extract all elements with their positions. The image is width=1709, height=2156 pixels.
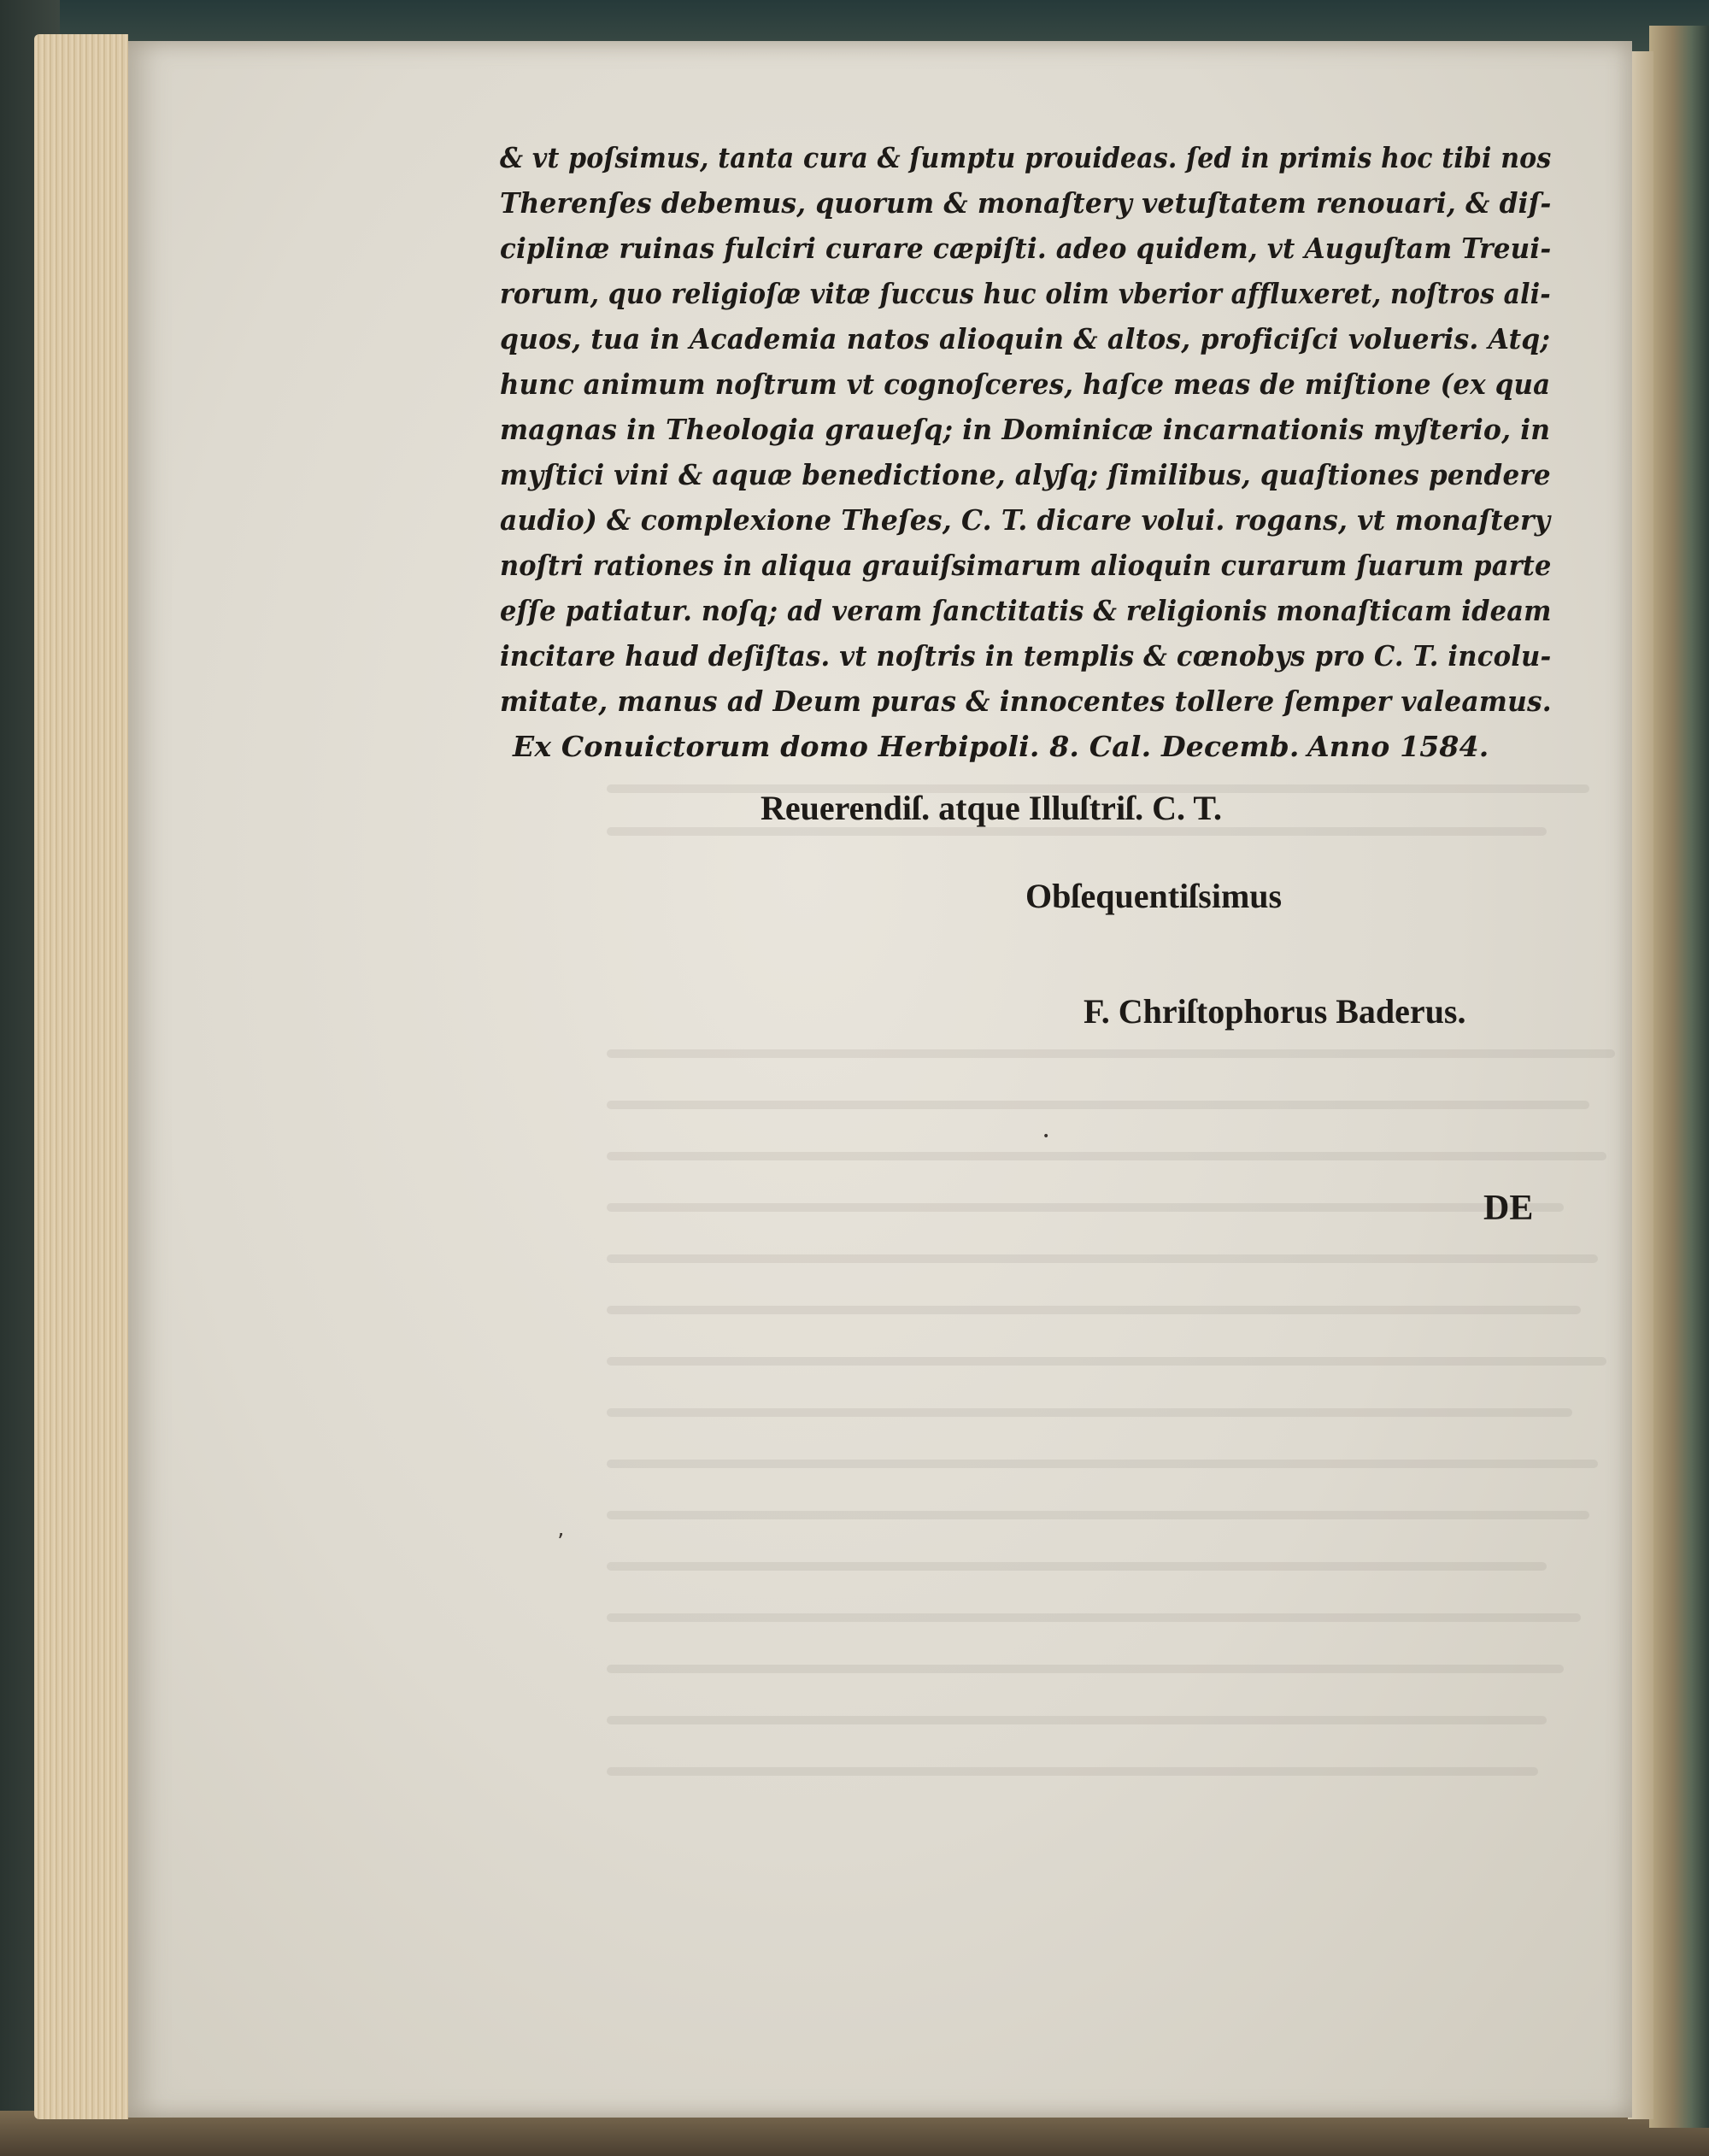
- bleed-through-line: [607, 1665, 1564, 1673]
- bleed-through-line: [607, 1511, 1589, 1519]
- bleed-through-line: [607, 827, 1547, 836]
- bleed-through-line: [607, 1049, 1615, 1058]
- letter-line: myſtici vini & aquæ benedictione, alyſq; ſimilibus, quaſtiones pendere: [500, 458, 1551, 491]
- bleed-through-line: [607, 1562, 1547, 1571]
- salutation: Reuerendiſ. atque Illuſtriſ. C. T.: [761, 789, 1223, 827]
- paper-speck: ʼ: [557, 1530, 565, 1555]
- year: Anno 1584.: [1307, 730, 1489, 763]
- letter-line: quos, tua in Academia natos alioquin & altos, proficiſci volueris. Atq;: [500, 322, 1551, 355]
- bleed-through-line: [607, 1460, 1598, 1468]
- letter-line: ciplinæ ruinas fulciri curare cæpiſti. adeo quidem, vt Auguſtam Treui-: [500, 232, 1552, 265]
- subscription: Obſequentiſsimus: [1025, 877, 1283, 915]
- bleed-through-line: [607, 1357, 1606, 1366]
- paper-speck: •: [1042, 1130, 1050, 1143]
- bleed-through-line: [607, 1152, 1606, 1160]
- binding-edge: [1649, 26, 1709, 2128]
- letter-line: & vt poſsimus, tanta cura & ſumptu prouideas. ſed in primis hoc tibi nos: [500, 141, 1552, 174]
- letter-line: incitare haud deſiſtas. vt noſtris in templis & cœnobys pro C. T. incolu-: [500, 639, 1552, 673]
- catchword: DE: [1483, 1189, 1534, 1228]
- bleed-through-line: [607, 1101, 1589, 1109]
- bleed-through-line: [607, 1716, 1547, 1724]
- letter-line: Therenſes debemus, quorum & monaſtery vetuſtatem renouari, & diſ-: [500, 186, 1552, 220]
- letter-line: hunc animum noſtrum vt cognoſceres, haſce meas de miſtione (ex qua: [500, 367, 1551, 401]
- page-stack-edge: [34, 34, 128, 2119]
- letter-line: magnas in Theologia graueſq; in Dominicæ incarnationis myſterio, in: [500, 413, 1551, 446]
- dateline: Ex Conuictorum domo Herbipoli. 8. Cal. Decemb.: [513, 730, 1300, 763]
- bleed-through-line: [607, 1203, 1564, 1212]
- letter-line: eſſe patiatur. noſq; ad veram ſanctitatis & religionis monaſticam ideam: [500, 594, 1552, 627]
- signature: F. Chriſtophorus Baderus.: [1084, 992, 1466, 1031]
- bleed-through-line: [607, 1254, 1598, 1263]
- letter-line: mitate, manus ad Deum puras & innocentes tollere ſemper valeamus.: [500, 684, 1552, 718]
- letter-line: audio) & complexione Theſes, C. T. dicare volui. rogans, vt monaſtery: [500, 503, 1551, 537]
- letter-line: noſtri rationes in aliqua grauiſsimarum alioquin curarum ſuarum parte: [500, 549, 1552, 582]
- letter-line: rorum, quo religioſæ vitæ ſuccus huc olim vberior affluxeret, noſtros ali-: [500, 277, 1551, 310]
- bleed-through-line: [607, 1306, 1581, 1314]
- bleed-through-line: [607, 1613, 1581, 1622]
- bleed-through-line: [607, 1767, 1538, 1776]
- bleed-through-line: [607, 1408, 1572, 1417]
